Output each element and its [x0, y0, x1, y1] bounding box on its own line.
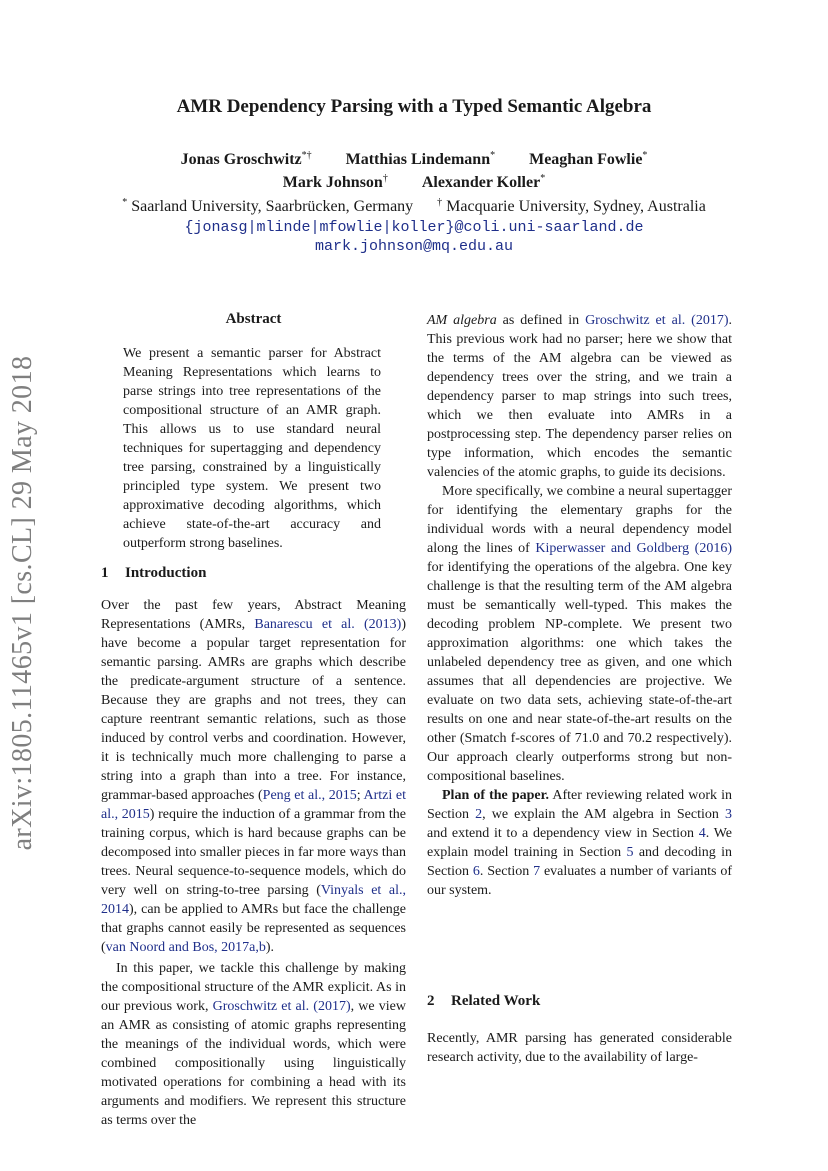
- section-ref-link[interactable]: 4: [698, 826, 706, 841]
- author: Matthias Lindemann*: [345, 150, 496, 168]
- citation-link[interactable]: Groschwitz et al. (2017): [212, 999, 351, 1014]
- paragraph: Over the past few years, Abstract Meaning Representations (AMRs, Banarescu et al. (2013)) have become a popular target representation for semantic parsing. AMRs are graphs which describe the predicate-argument structure of a sentence. Because they are graphs and not trees, they can capture reentrant semantic relations, such as those induced by control verbs and coordination. However, it is technically much more challenging to parse a string into a graph than into a tree. For instance, grammar-based approaches (Peng et al., 2015; Artzi et al., 2015) require the induction of a grammar from the training corpus, which is hard because graphs can be decomposed into smaller pieces in far more ways than trees. Neural sequence-to-sequence models, which do very well on string-to-tree parsing (Vinyals et al., 2014), can be applied to AMRs but face the challenge that graphs cannot easily be represented as sequences (van Noord and Bos, 2017a,b).: [101, 598, 407, 955]
- left-column: [101, 596, 406, 1130]
- section-ref-link[interactable]: 7: [533, 864, 541, 879]
- author: Meaghan Fowlie*: [529, 150, 648, 168]
- citation-link[interactable]: Banarescu et al. (2013): [254, 617, 402, 632]
- citation-link[interactable]: Vinyals et al., 2014: [101, 883, 406, 917]
- paragraph-lead: Plan of the paper.: [442, 788, 550, 803]
- arxiv-stamp: [2, 355, 44, 850]
- section-number: 2: [427, 993, 435, 1009]
- arxiv-identifier[interactable]: arXiv:1805.11465v1 [cs.CL] 29 May 2018: [7, 355, 38, 850]
- abstract-body: [123, 344, 381, 553]
- section-ref-link[interactable]: 5: [626, 845, 634, 860]
- affiliations: [0, 198, 828, 216]
- email-link[interactable]: {jonasg|mlinde|mfowlie|koller}@coli.uni-saarland.de: [184, 219, 644, 236]
- author: Mark Johnson†: [282, 173, 388, 191]
- author: Jonas Groschwitz*†: [180, 150, 312, 168]
- section-number: 1: [101, 565, 109, 581]
- right-column: [427, 311, 732, 900]
- citation-link[interactable]: Artzi et al., 2015: [101, 788, 406, 822]
- citation-link[interactable]: Kiperwasser and Goldberg (2016): [535, 541, 732, 556]
- abstract-text: We present a semantic parser for Abstract Meaning Representations which learns to parse strings into tree representations of the compositional structure of an AMR graph. This allows us to use standard neural techniques for supertagging and dependency tree parsing, constrained by a linguistically principled type system. We present two approximative decoding algorithms, which achieve state-of-the-art accuracy and outperform strong baselines.: [123, 346, 381, 551]
- section-heading: [101, 565, 206, 582]
- author: Alexander Koller*: [421, 173, 546, 191]
- citation-link[interactable]: Peng et al., 2015: [262, 788, 357, 803]
- citation-link[interactable]: van Noord and Bos, 2017a,b: [105, 940, 266, 955]
- section-ref-link[interactable]: 2: [475, 807, 483, 822]
- author-line-1: [0, 151, 828, 169]
- paragraph: Plan of the paper. After reviewing related work in Section 2, we explain the AM algebra in Section 3 and extend it to a dependency view in Section 4. We explain model training in Section 5 and decoding in Section 6. Section 7 evaluates a number of variants of our system.: [427, 788, 732, 898]
- paragraph: More specifically, we combine a neural supertagger for identifying the elementary graphs for the individual words with a neural dependency model along the lines of Kiperwasser and Goldberg (2016) for identifying the operations of the algebra. One key challenge is that the resulting term of the AM algebra must be semantically well-typed. This makes the decoding problem NP-complete. We present two approximation algorithms: one which takes the unlabeled dependency tree as given, and one which assumes that all dependencies are projective. We evaluate on two data sets, achieving state-of-the-art results on one and near state-of-the-art results on the other (Smatch f-scores of 71.0 and 70.2 respectively). Our approach clearly outperforms strong but non-compositional baselines.: [427, 484, 732, 784]
- paragraph-continued: AM algebra as defined in Groschwitz et al. (2017). This previous work had no parser; here we show that the terms of the AM algebra can be viewed as dependency trees over the string, and we train a dependency parser to map strings into such trees, which we then evaluate into AMRs in a postprocessing step. The dependency parser relies on type information, which encodes the semantic valencies of the atomic graphs, to guide its decisions.: [427, 313, 732, 480]
- author-line-2: [0, 174, 828, 192]
- email-link[interactable]: mark.johnson@mq.edu.au: [314, 238, 514, 255]
- section-title: Introduction: [125, 565, 207, 581]
- section-heading: [427, 993, 540, 1010]
- section-ref-link[interactable]: 3: [725, 807, 732, 822]
- right-column-bottom: [427, 1029, 732, 1067]
- paragraph: Recently, AMR parsing has generated considerable research activity, due to the availability of large-: [427, 1031, 732, 1065]
- affiliation: * Saarland University, Saarbrücken, Germany: [122, 197, 414, 215]
- abstract-heading: Abstract: [225, 311, 282, 327]
- affiliation: † Macquarie University, Sydney, Australia: [437, 197, 706, 215]
- section-title: Related Work: [451, 993, 541, 1009]
- paper-title: AMR Dependency Parsing with a Typed Semantic Algebra: [176, 96, 652, 117]
- citation-link[interactable]: Groschwitz et al. (2017): [585, 313, 729, 328]
- paragraph: In this paper, we tackle this challenge by making the compositional structure of the AMR explicit. As in our previous work, Groschwitz et al. (2017), we view an AMR as consisting of atomic graphs representing the meanings of the individual words, which were combined compositionally using linguistically motivated operations for combining a head with its arguments and modifiers. We represent this structure as terms over the: [101, 961, 406, 1128]
- section-ref-link[interactable]: 6: [472, 864, 480, 879]
